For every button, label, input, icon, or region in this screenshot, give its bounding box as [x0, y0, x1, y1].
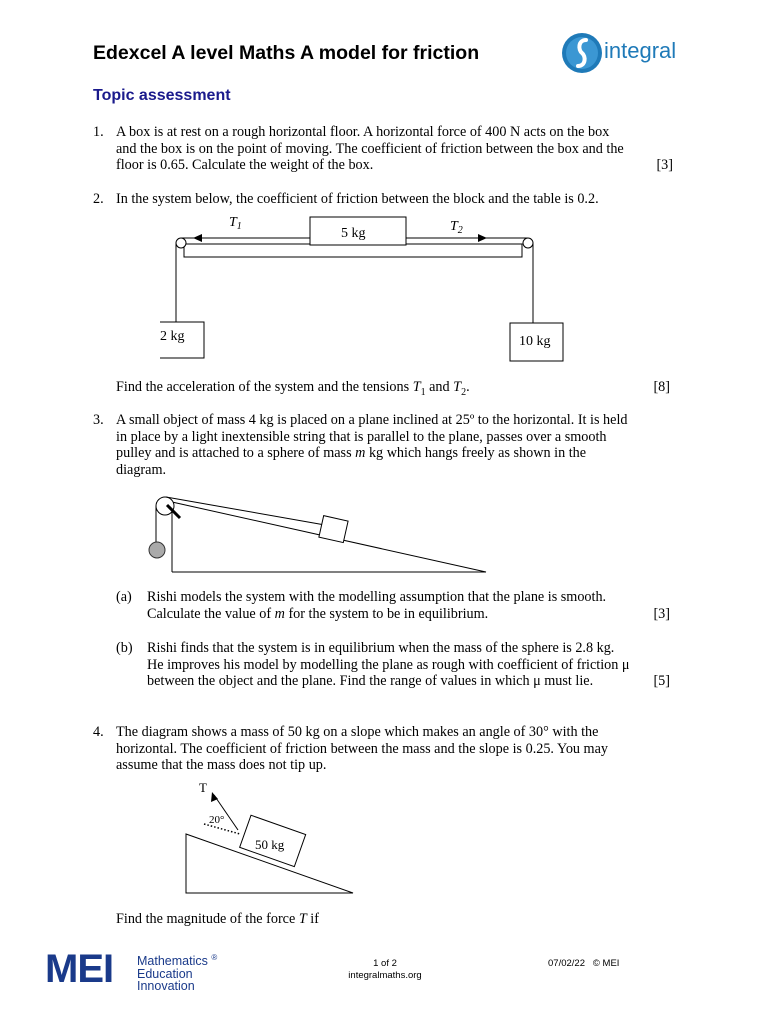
footer-date-copyright	[548, 958, 619, 969]
marks: [3]	[653, 605, 670, 622]
question-text-line: horizontal. The coefficient of friction between the mass and the slope is 0.25. You may	[116, 740, 608, 757]
question-text-line: A small object of mass 4 kg is placed on a plane inclined at 25º to the horizontal. It is held	[116, 412, 628, 428]
arrowhead	[193, 234, 202, 242]
force-label: T	[199, 780, 207, 795]
mass-label: 50 kg	[255, 837, 285, 852]
question-text-line: and the box is on the point of moving. The coefficient of friction between the box and the	[116, 140, 624, 157]
question-3b	[116, 640, 672, 692]
question-text-line: pulley and is attached to a sphere of mass m kg which hangs freely as shown in the	[116, 445, 587, 462]
pulley	[156, 497, 174, 515]
question-text-line: assume that the mass does not tip up.	[116, 757, 327, 774]
question-3a	[116, 589, 672, 625]
tension-label-t2: $T_2$	[450, 219, 463, 236]
left-pulley	[176, 238, 186, 248]
integral-logo-text: integral	[604, 38, 677, 63]
page-title: Edexcel A level Maths A model for friction	[93, 42, 480, 64]
question-4	[93, 724, 673, 776]
question-number: 2.	[93, 191, 104, 207]
footer-center	[300, 958, 470, 982]
question-number: 3.	[93, 412, 104, 428]
page-number: 1 of 2	[373, 958, 397, 969]
right-pulley	[523, 238, 533, 248]
mei-name-line: Innovation	[137, 979, 195, 994]
question-2-prompt: Find the acceleration of the system and the tensions $T_1$ and $T_2$. [8]	[116, 379, 670, 398]
table-surface	[184, 244, 522, 257]
mei-name-line: Mathematics	[137, 954, 208, 969]
object-4kg	[319, 516, 348, 543]
slope-diagram	[180, 778, 370, 898]
question-text-line: The diagram shows a mass of 50 kg on a slope which makes an angle of 30° with the	[116, 724, 599, 740]
question-text-line: Calculate the value of m for the system to be in equilibrium. [3]	[147, 605, 670, 622]
question-text-line: diagram.	[116, 462, 167, 479]
question-1	[93, 124, 673, 176]
question-text-line: A box is at rest on a rough horizontal floor. A horizontal force of 400 N acts on the box	[116, 124, 610, 140]
question-text-line: He improves his model by modelling the plane as rough with coefficient of friction μ	[147, 656, 630, 673]
footer-site-link[interactable]: integralmaths.org	[348, 970, 422, 981]
arrowhead	[478, 234, 487, 242]
pulley-table-diagram	[160, 210, 580, 370]
angle-label: 20°	[209, 814, 225, 826]
question-text-line: floor is 0.65. Calculate the weight of the box.	[116, 157, 374, 174]
part-label: (b)	[116, 640, 133, 656]
inclined-plane-diagram	[140, 488, 500, 578]
question-4-prompt: Find the magnitude of the force T if	[116, 911, 319, 927]
registered-mark: ®	[211, 953, 218, 962]
question-2	[93, 191, 673, 211]
footer-copyright: © MEI	[592, 958, 620, 969]
question-text-line: Rishi models the system with the modelling assumption that the plane is smooth.	[147, 589, 607, 605]
question-text-line: between the object and the plane. Find the range of values in which μ must lie.	[147, 673, 594, 690]
integral-logo-icon	[560, 30, 604, 76]
mei-name-line: Education	[137, 966, 193, 981]
question-text-line: In the system below, the coefficient of friction between the block and the table is 0.2.	[116, 191, 599, 207]
question-number: 4.	[93, 724, 104, 740]
part-label: (a)	[116, 589, 132, 605]
block-label: 5 kg	[341, 226, 366, 241]
mass-label: 10 kg	[519, 334, 551, 349]
question-text-line: Rishi finds that the system is in equilibrium when the mass of the sphere is 2.8 kg.	[147, 640, 615, 656]
mass-label: 2 kg	[160, 329, 185, 344]
mei-logo-mark: MEI	[45, 947, 114, 991]
section-heading: Topic assessment	[93, 87, 231, 104]
marks: [5]	[653, 673, 670, 690]
arrowhead	[211, 792, 218, 802]
tension-label-t1: $T_1$	[229, 215, 242, 232]
mei-logo	[45, 947, 245, 994]
question-number: 1.	[93, 124, 104, 140]
marks: [8]	[653, 379, 670, 395]
hanging-sphere	[149, 542, 165, 558]
marks: [3]	[656, 157, 673, 174]
question-text-line: in place by a light inextensible string that is parallel to the plane, passes over a smooth	[116, 428, 607, 445]
question-3	[93, 412, 673, 482]
footer-date: 07/02/22	[548, 958, 585, 969]
integral-logo	[560, 30, 710, 76]
